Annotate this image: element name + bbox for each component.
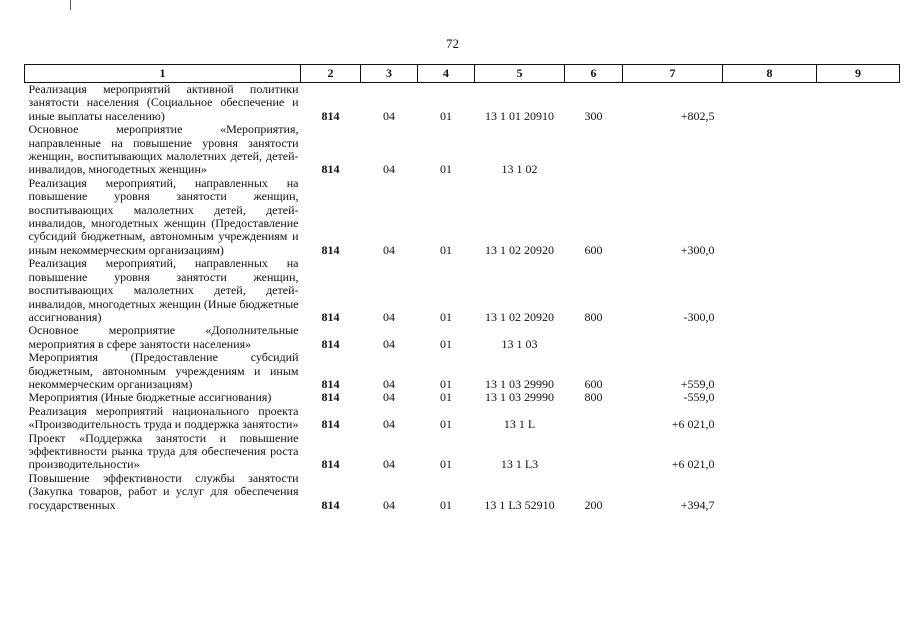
budget-table	[24, 64, 900, 512]
row-target-article: 13 1 03 29990	[485, 376, 554, 391]
row-expense-type: 800	[584, 390, 603, 405]
table-row	[25, 123, 900, 177]
row-col-8	[723, 177, 817, 257]
table-row	[25, 432, 900, 472]
row-ministry-code: 814	[321, 242, 340, 257]
table-row	[25, 472, 900, 512]
row-target-article: 13 1 02 20920	[485, 242, 554, 257]
row-description: Реализация мероприятий активной политики занятости населения (Социальное обеспечение и иные выплаты населению)	[28, 82, 299, 123]
row-col-8	[723, 432, 817, 472]
row-description: Реализация мероприятий, направленных на повышение уровня занятости женщин, воспитывающих малолетних детей, детей-инвалидов, многодетных женщин (Предоставление субсидий бюджетным, автономным учреждениям и иным некоммерческим организациям)	[28, 175, 299, 257]
table-row	[25, 177, 900, 257]
row-col-8	[723, 351, 817, 391]
row-target-article: 13 1 01 20910	[485, 108, 554, 123]
row-subsection: 01	[440, 390, 452, 405]
row-expense-type: 600	[584, 376, 603, 391]
row-section: 04	[383, 336, 395, 351]
row-amount: -559,0	[683, 390, 715, 405]
header-col-7: 7	[623, 65, 723, 83]
scan-mark	[70, 0, 71, 10]
row-col-9	[817, 123, 900, 177]
row-col-8	[723, 324, 817, 351]
row-ministry-code: 814	[321, 457, 340, 472]
row-col-9	[817, 257, 900, 324]
row-expense-type: 600	[584, 242, 603, 257]
row-description: Проект «Поддержка занятости и повышение эффективности рынка труда для обеспечения роста производительности»	[28, 430, 299, 472]
row-col-9	[817, 405, 900, 432]
table-row	[25, 391, 900, 404]
row-ministry-code: 814	[321, 376, 340, 391]
row-subsection: 01	[440, 108, 452, 123]
row-subsection: 01	[440, 497, 452, 512]
row-subsection: 01	[440, 457, 452, 472]
row-col-8	[723, 391, 817, 404]
row-col-9	[817, 177, 900, 257]
row-amount: +6 021,0	[671, 417, 715, 432]
row-col-8	[723, 405, 817, 432]
row-col-8	[723, 123, 817, 177]
table-row	[25, 324, 900, 351]
header-col-1: 1	[25, 65, 301, 83]
row-section: 04	[383, 457, 395, 472]
row-col-9	[817, 83, 900, 124]
row-subsection: 01	[440, 417, 452, 432]
row-ministry-code: 814	[321, 336, 340, 351]
row-target-article: 13 1 02 20920	[485, 309, 554, 324]
row-target-article: 13 1 L3 52910	[484, 497, 555, 512]
row-ministry-code: 814	[321, 309, 340, 324]
header-col-2: 2	[301, 65, 361, 83]
row-ministry-code: 814	[321, 417, 340, 432]
row-description: Реализация мероприятий национального проекта «Производительность труда и поддержка занятости»	[28, 403, 299, 432]
row-ministry-code: 814	[321, 162, 340, 177]
row-col-9	[817, 324, 900, 351]
row-amount: +394,7	[680, 497, 715, 512]
row-subsection: 01	[440, 376, 452, 391]
row-subsection: 01	[440, 242, 452, 257]
row-ministry-code: 814	[321, 390, 340, 405]
header-col-4: 4	[418, 65, 475, 83]
row-amount: +6 021,0	[671, 457, 715, 472]
table-row	[25, 405, 900, 432]
row-col-8	[723, 83, 817, 124]
row-section: 04	[383, 162, 395, 177]
header-col-5: 5	[475, 65, 565, 83]
row-section: 04	[383, 309, 395, 324]
row-col-9	[817, 432, 900, 472]
row-target-article: 13 1 03 29990	[485, 390, 554, 405]
row-expense-type	[565, 324, 623, 351]
row-description: Основное мероприятие «Дополнительные мероприятия в сфере занятости населения»	[28, 323, 299, 351]
row-amount: +802,5	[680, 108, 715, 123]
row-subsection: 01	[440, 336, 452, 351]
row-expense-type	[565, 405, 623, 432]
row-expense-type	[565, 432, 623, 472]
header-col-3: 3	[361, 65, 418, 83]
page-number: 72	[446, 36, 459, 51]
row-ministry-code: 814	[321, 497, 340, 512]
row-description: Основное мероприятие «Мероприятия, направленные на повышение уровня занятости женщин, воспитывающих малолетних детей, детей-инвалидов, многодетных женщин»	[28, 122, 299, 177]
row-col-8	[723, 257, 817, 324]
row-amount	[623, 123, 723, 177]
table-row	[25, 257, 900, 324]
row-subsection: 01	[440, 309, 452, 324]
table-row	[25, 83, 900, 124]
row-subsection: 01	[440, 162, 452, 177]
row-col-9	[817, 351, 900, 391]
row-description: Реализация мероприятий, направленных на повышение уровня занятости женщин, воспитывающих малолетних детей, детей-инвалидов, многодетных женщин (Иные бюджетные ассигнования)	[28, 256, 299, 324]
row-col-9	[817, 472, 900, 512]
row-section: 04	[383, 242, 395, 257]
row-section: 04	[383, 417, 395, 432]
header-row	[25, 65, 900, 83]
row-description: Мероприятия (Иные бюджетные ассигнования)	[28, 390, 272, 405]
row-expense-type: 800	[584, 309, 603, 324]
table-row	[25, 351, 900, 391]
row-target-article: 13 1 03	[501, 336, 538, 351]
header-col-8: 8	[723, 65, 817, 83]
row-amount	[623, 324, 723, 351]
header-col-6: 6	[565, 65, 623, 83]
row-expense-type	[565, 123, 623, 177]
row-description: Мероприятия (Предоставление субсидий бюджетным, автономным учреждениям и иным некоммерческим организациям)	[28, 350, 299, 391]
header-col-9: 9	[817, 65, 900, 83]
row-section: 04	[383, 497, 395, 512]
row-amount: +300,0	[680, 242, 715, 257]
row-target-article: 13 1 L3	[500, 457, 539, 472]
row-section: 04	[383, 108, 395, 123]
row-target-article: 13 1 02	[501, 162, 538, 177]
row-section: 04	[383, 376, 395, 391]
row-expense-type: 200	[584, 497, 603, 512]
row-description: Повышение эффективности службы занятости (Закупка товаров, работ и услуг для обеспечения государственных	[28, 470, 299, 512]
row-amount: +559,0	[680, 376, 715, 391]
row-col-8	[723, 472, 817, 512]
row-section: 04	[383, 390, 395, 405]
row-col-9	[817, 391, 900, 404]
row-ministry-code: 814	[321, 108, 340, 123]
row-amount: -300,0	[683, 309, 715, 324]
row-expense-type: 300	[584, 108, 603, 123]
row-target-article: 13 1 L	[503, 417, 536, 432]
